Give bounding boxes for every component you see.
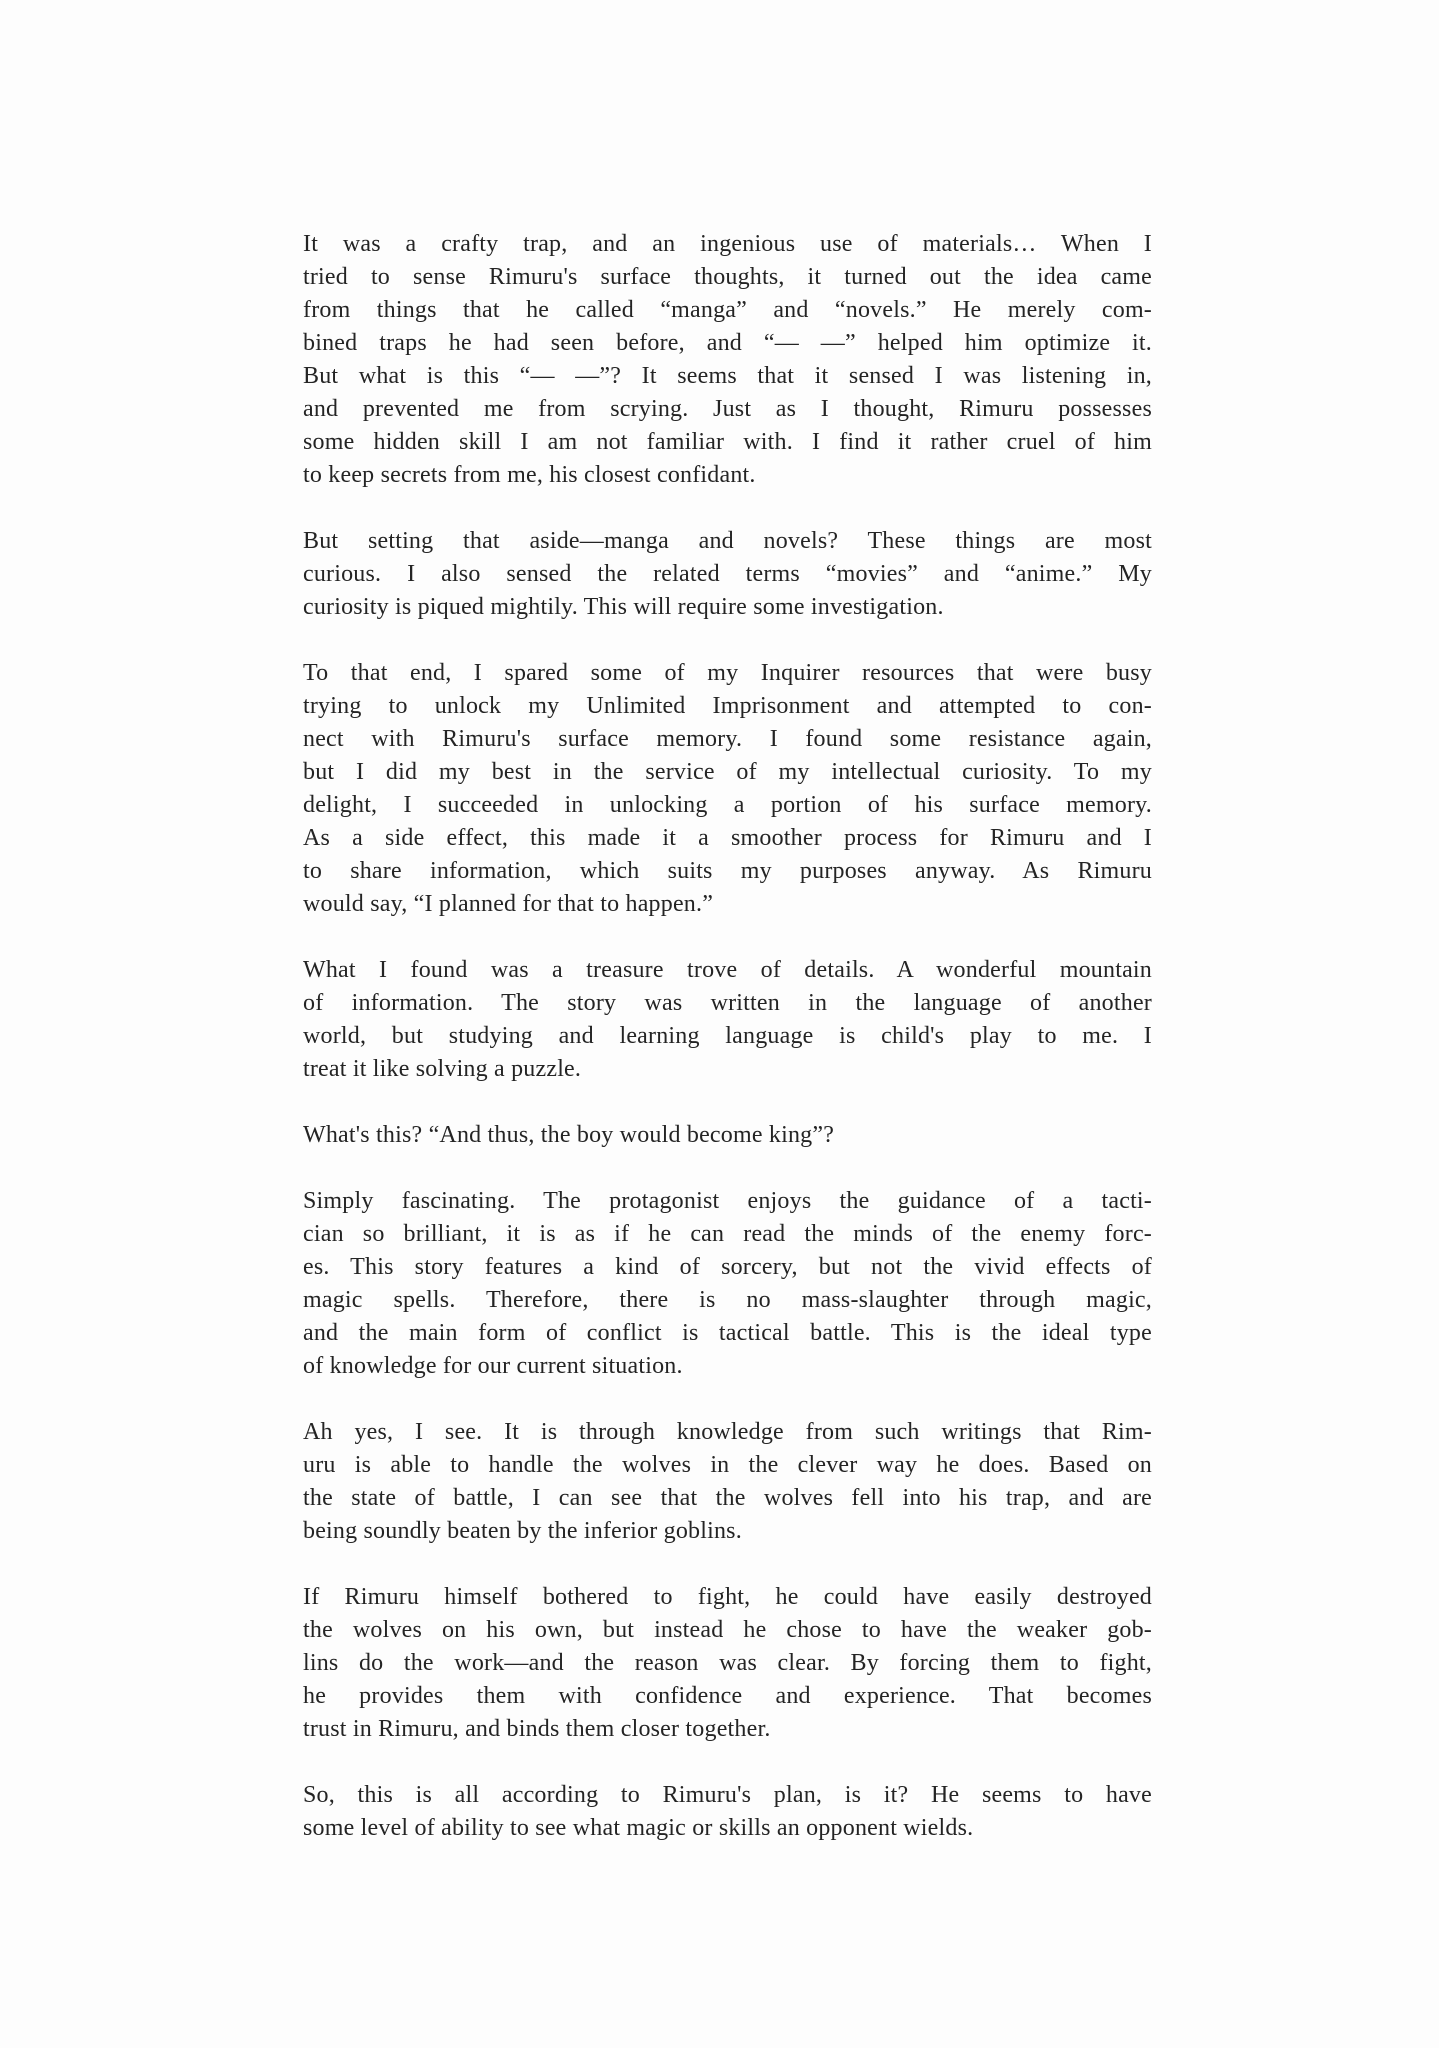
text-line: magic spells. Therefore, there is no mass-slaughter through magic, (303, 1287, 1152, 1313)
text-line: cian so brilliant, it is as if he can read the minds of the enemy forc- (303, 1221, 1152, 1247)
text-line: But setting that aside—manga and novels? These things are most (303, 528, 1152, 554)
text-line: But what is this “— —”? It seems that it sensed I was listening in, (303, 363, 1152, 389)
text-line: nect with Rimuru's surface memory. I found some resistance again, (303, 726, 1152, 752)
paragraph-7 (303, 1416, 1152, 1548)
paragraph-5 (303, 1119, 1152, 1152)
text-line: would say, “I planned for that to happen.” (303, 891, 714, 917)
text-line: It was a crafty trap, and an ingenious use of materials… When I (303, 231, 1152, 257)
page-text (303, 228, 1152, 1845)
text-line: of knowledge for our current situation. (303, 1353, 683, 1379)
text-line: to share information, which suits my purposes anyway. As Rimuru (303, 858, 1152, 884)
text-line: some hidden skill I am not familiar with. I find it rather cruel of him (303, 429, 1152, 455)
text-line: lins do the work—and the reason was clear. By forcing them to fight, (303, 1650, 1152, 1676)
text-line: To that end, I spared some of my Inquirer resources that were busy (303, 660, 1152, 686)
paragraph-6 (303, 1185, 1152, 1383)
paragraph-9 (303, 1779, 1152, 1845)
text-line: tried to sense Rimuru's surface thoughts, it turned out the idea came (303, 264, 1152, 290)
text-line: and prevented me from scrying. Just as I thought, Rimuru possesses (303, 396, 1152, 422)
text-line: What's this? “And thus, the boy would become king”? (303, 1122, 835, 1148)
paragraph-1 (303, 228, 1152, 492)
text-line: the wolves on his own, but instead he chose to have the weaker gob- (303, 1617, 1152, 1643)
text-line: trust in Rimuru, and binds them closer together. (303, 1716, 771, 1742)
text-line: some level of ability to see what magic or skills an opponent wields. (303, 1815, 974, 1841)
text-line: and the main form of conflict is tactical battle. This is the ideal type (303, 1320, 1152, 1346)
text-line: curious. I also sensed the related terms “movies” and “anime.” My (303, 561, 1152, 587)
text-line: from things that he called “manga” and “novels.” He merely com- (303, 297, 1152, 323)
text-line: uru is able to handle the wolves in the clever way he does. Based on (303, 1452, 1152, 1478)
text-line: he provides them with confidence and experience. That becomes (303, 1683, 1152, 1709)
text-line: trying to unlock my Unlimited Imprisonment and attempted to con- (303, 693, 1152, 719)
paragraph-3 (303, 657, 1152, 921)
text-line: Simply fascinating. The protagonist enjoys the guidance of a tacti- (303, 1188, 1152, 1214)
text-line: the state of battle, I can see that the wolves fell into his trap, and are (303, 1485, 1152, 1511)
text-line: Ah yes, I see. It is through knowledge from such writings that Rim- (303, 1419, 1152, 1445)
text-line: treat it like solving a puzzle. (303, 1056, 582, 1082)
text-line: If Rimuru himself bothered to fight, he could have easily destroyed (303, 1584, 1152, 1610)
text-line: What I found was a treasure trove of details. A wonderful mountain (303, 957, 1152, 983)
paragraph-2 (303, 525, 1152, 624)
text-line: world, but studying and learning language is child's play to me. I (303, 1023, 1152, 1049)
paragraph-8 (303, 1581, 1152, 1746)
text-line: So, this is all according to Rimuru's plan, is it? He seems to have (303, 1782, 1152, 1808)
text-line: of information. The story was written in the language of another (303, 990, 1152, 1016)
text-line: but I did my best in the service of my intellectual curiosity. To my (303, 759, 1152, 785)
text-line: delight, I succeeded in unlocking a portion of his surface memory. (303, 792, 1152, 818)
text-line: to keep secrets from me, his closest confidant. (303, 462, 756, 488)
text-line: es. This story features a kind of sorcery, but not the vivid effects of (303, 1254, 1152, 1280)
text-line: being soundly beaten by the inferior goblins. (303, 1518, 742, 1544)
text-line: curiosity is piqued mightily. This will require some investigation. (303, 594, 944, 620)
paragraph-4 (303, 954, 1152, 1086)
text-line: As a side effect, this made it a smoother process for Rimuru and I (303, 825, 1152, 851)
text-line: bined traps he had seen before, and “— —” helped him optimize it. (303, 330, 1152, 356)
